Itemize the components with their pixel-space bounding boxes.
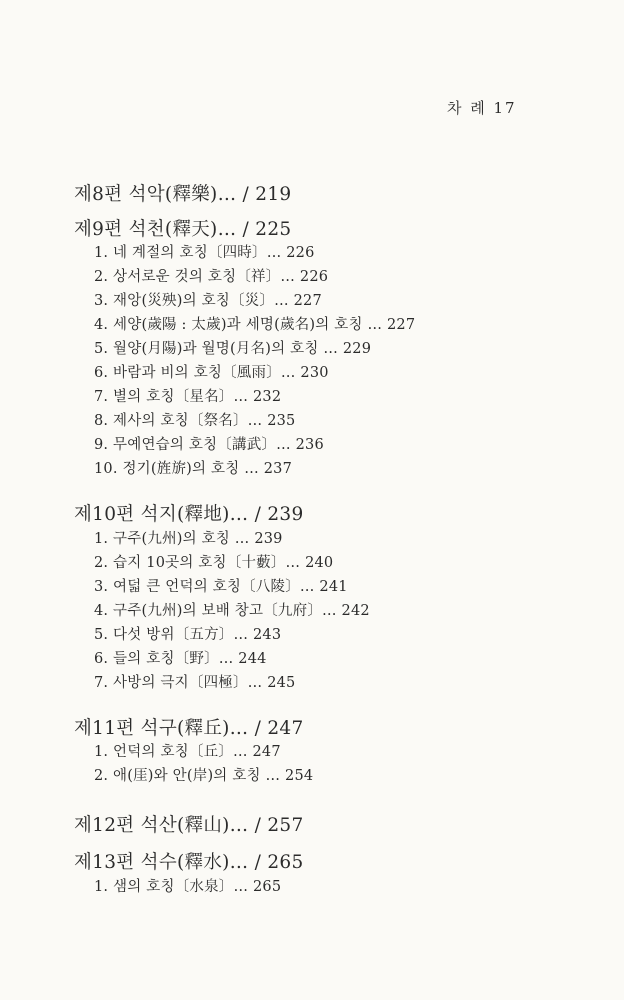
toc-entry: 2. 습지 10곳의 호칭〔十藪〕… 240 (94, 555, 334, 571)
toc-entry: 1. 네 계절의 호칭〔四時〕… 226 (94, 245, 315, 261)
toc-heading-part-11: 제11편 석구(釋丘)… / 247 (74, 718, 304, 739)
toc-heading-part-10: 제10편 석지(釋地)… / 239 (74, 504, 304, 525)
toc-entry: 1. 언덕의 호칭〔丘〕… 247 (94, 744, 281, 760)
toc-entry: 2. 상서로운 것의 호칭〔祥〕… 226 (94, 269, 329, 285)
toc-entry: 5. 다섯 방위〔五方〕… 243 (94, 627, 282, 643)
toc-heading-part-12: 제12편 석산(釋山)… / 257 (74, 815, 304, 836)
toc-entry: 4. 구주(九州)의 보배 창고〔九府〕… 242 (94, 603, 370, 619)
toc-heading-part-9: 제9편 석천(釋天)… / 225 (74, 219, 292, 240)
toc-entry: 1. 샘의 호칭〔水泉〕… 265 (94, 879, 282, 895)
toc-entry: 9. 무예연습의 호칭〔講武〕… 236 (94, 437, 324, 453)
toc-entry: 8. 제사의 호칭〔祭名〕… 235 (94, 413, 296, 429)
toc-entry: 4. 세양(歲陽 : 太歲)과 세명(歲名)의 호칭 … 227 (94, 317, 416, 333)
toc-entry: 1. 구주(九州)의 호칭 … 239 (94, 531, 283, 547)
toc-entry: 7. 별의 호칭〔星名〕… 232 (94, 389, 282, 405)
toc-heading-part-13: 제13편 석수(釋水)… / 265 (74, 852, 304, 873)
toc-entry: 3. 재앙(災殃)의 호칭〔災〕… 227 (94, 293, 322, 309)
toc-heading-part-8: 제8편 석악(釋樂)… / 219 (74, 184, 292, 205)
toc-entry: 10. 정기(旌旂)의 호칭 … 237 (94, 461, 293, 477)
toc-entry: 6. 바람과 비의 호칭〔風雨〕… 230 (94, 365, 329, 381)
toc-entry: 7. 사방의 극지〔四極〕… 245 (94, 675, 296, 691)
toc-entry: 6. 들의 호칭〔野〕… 244 (94, 651, 267, 667)
running-head: 차 례 17 (447, 99, 517, 117)
toc-entry: 2. 애(厓)와 안(岸)의 호칭 … 254 (94, 768, 314, 784)
toc-entry: 5. 월양(月陽)과 월명(月名)의 호칭 … 229 (94, 341, 372, 357)
toc-entry: 3. 여덟 큰 언덕의 호칭〔八陵〕… 241 (94, 579, 348, 595)
